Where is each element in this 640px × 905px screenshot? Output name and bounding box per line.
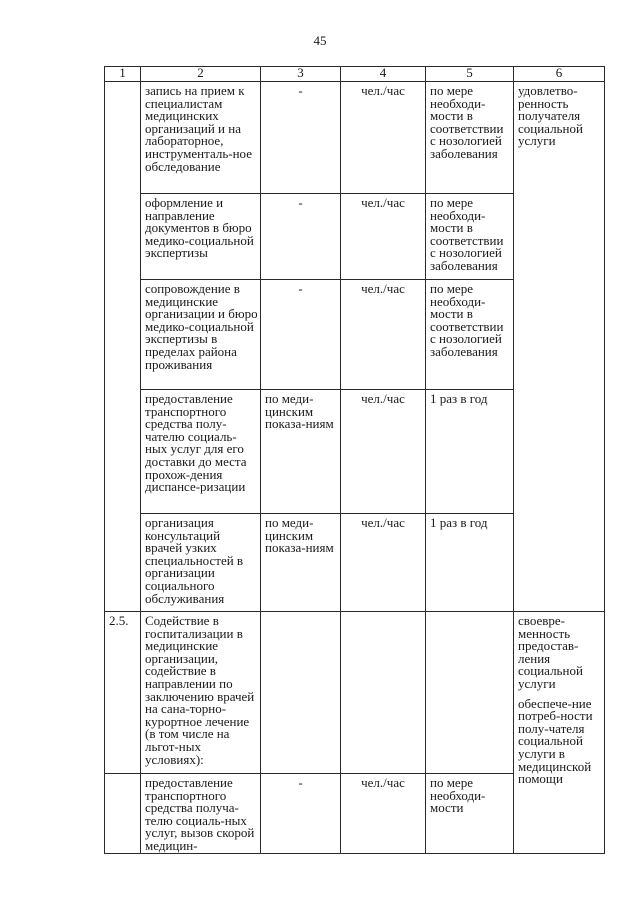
table-row (105, 612, 605, 774)
condition: - (261, 194, 341, 280)
unit: чел./час (341, 194, 426, 280)
service-name: предоставление транспортного средства получа-телю социаль-ных услуг, вызов скорой медицин- (141, 774, 261, 854)
header-row (105, 67, 605, 82)
row-num: 2.5. (105, 612, 141, 774)
condition: - (261, 280, 341, 390)
unit: чел./час (341, 280, 426, 390)
condition (261, 612, 341, 774)
unit (341, 612, 426, 774)
condition: - (261, 774, 341, 854)
service-name: Содействие в госпитализации в медицинские организации, содействие в направлении по заключению врачей на сана-торно-курортное лечение (в том числе на льгот-ных условиях): (141, 612, 261, 774)
unit: чел./час (341, 774, 426, 854)
service-name: запись на прием к специалистам медицинских организаций и на лабораторное, инструменталь-ное обследование (141, 82, 261, 194)
period: по мере необходи-мости в соответствии с нозологией заболевания (426, 194, 514, 280)
period: по мере необходи-мости в соответствии с нозологией заболевания (426, 82, 514, 194)
period: 1 раз в год (426, 390, 514, 514)
result-criteria-timeliness: своевре-менность предостав-ления социальной услуги (518, 613, 583, 691)
header-col-2: 2 (141, 67, 261, 82)
header-col-5: 5 (426, 67, 514, 82)
condition: - (261, 82, 341, 194)
unit: чел./час (341, 390, 426, 514)
header-col-6: 6 (514, 67, 605, 82)
row-num (105, 82, 141, 612)
condition: по меди-цинским показа-ниям (261, 514, 341, 612)
condition: по меди-цинским показа-ниям (261, 390, 341, 514)
result-criteria: удовлетво-ренность получателя социальной услуги (514, 82, 605, 612)
service-name: сопровождение в медицинские организации и бюро медико-социальной экспертизы в пределах района проживания (141, 280, 261, 390)
header-col-1: 1 (105, 67, 141, 82)
header-col-3: 3 (261, 67, 341, 82)
table-row (105, 82, 605, 194)
header-col-4: 4 (341, 67, 426, 82)
unit: чел./час (341, 82, 426, 194)
period: по мере необходи-мости (426, 774, 514, 854)
service-name: оформление и направление документов в бюро медико-социальной экспертизы (141, 194, 261, 280)
result-criteria (514, 612, 605, 854)
unit: чел./час (341, 514, 426, 612)
service-name: предоставление транспортного средства полу-чателю социаль-ных услуг для его доставки до места прохож-дения диспансе-ризации (141, 390, 261, 514)
result-criteria-need: обеспече-ние потреб-ности полу-чателя социальной услуги в медицинской помощи (518, 695, 593, 787)
service-name: организация консультаций врачей узких специальностей в организации социального обслуживания (141, 514, 261, 612)
period: 1 раз в год (426, 514, 514, 612)
period (426, 612, 514, 774)
services-table (104, 66, 605, 854)
page-number: 45 (313, 33, 327, 48)
period: по мере необходи-мости в соответствии с нозологией заболевания (426, 280, 514, 390)
row-num (105, 774, 141, 854)
